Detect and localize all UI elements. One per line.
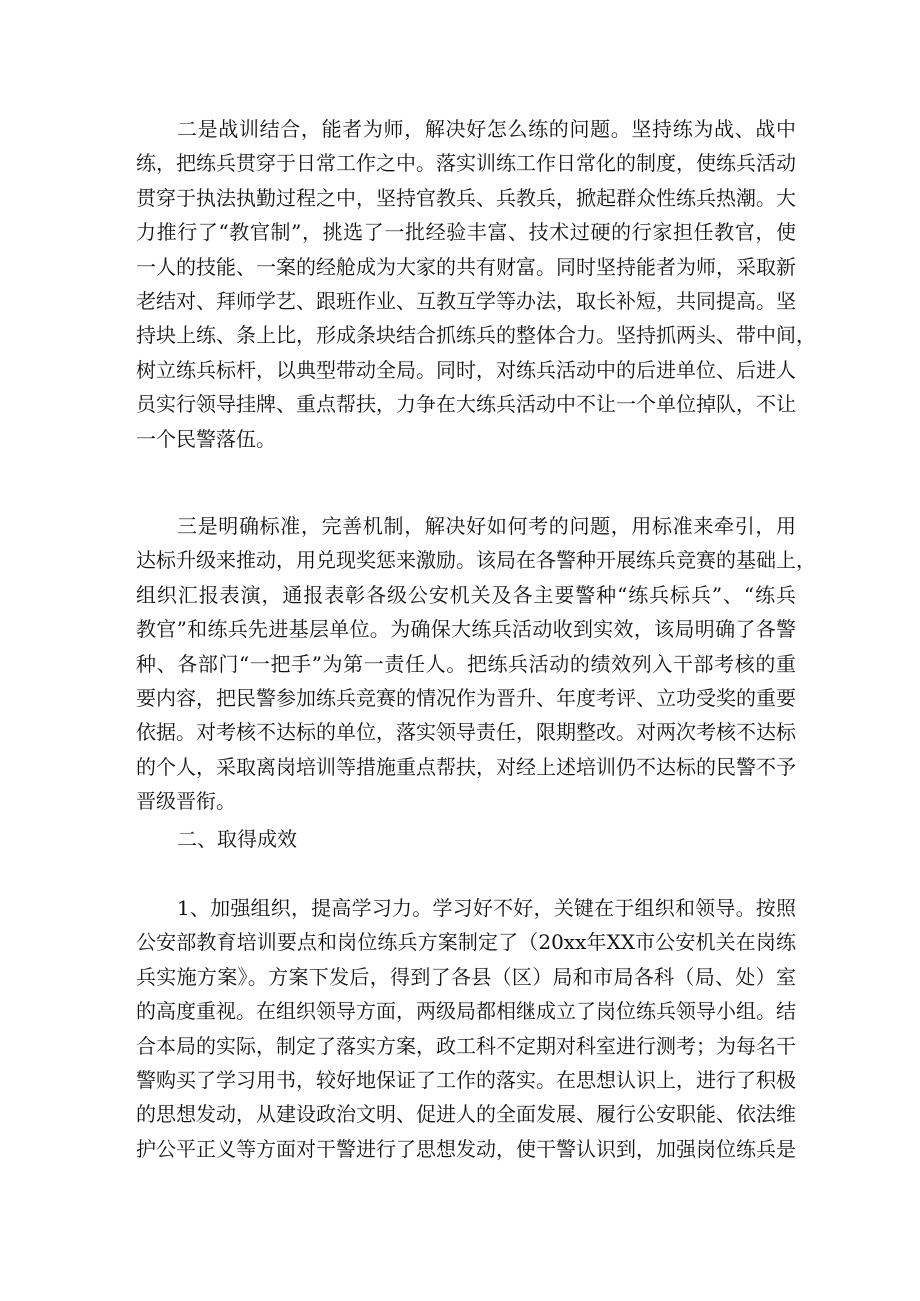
paragraph-line: 贯穿于执法执勤过程之中，坚持官教兵、兵教兵，掀起群众性练兵热潮。大 [136,185,796,210]
paragraph-line: 1、加强组织，提高学习力。学习好不好，关键在于组织和领导。按照 [177,896,796,920]
paragraph-line: 合本局的实际，制定了落实方案，政工科不定期对科室进行测考；为每名干 [136,1033,796,1058]
paragraph-line: 达标升级来推动，用兑现奖惩来激励。该局在各警种开展练兵竞赛的基础上， [136,548,816,573]
paragraph-line: 树立练兵标杆，以典型带动全局。同时，对练兵活动中的后进单位、后进人 [136,357,796,382]
paragraph-line: 的思想发动，从建设政治文明、促进人的全面发展、履行公安职能、依法维 [136,1102,796,1127]
paragraph-line: 三是明确标准，完善机制，解决好如何考的问题，用标准来牵引，用 [177,514,796,538]
paragraph-line: 警购买了学习用书，较好地保证了工作的落实。在思想认识上，进行了积极 [136,1067,796,1092]
paragraph-line: 教官”和练兵先进基层单位。为确保大练兵活动收到实效，该局明确了各警 [136,617,796,642]
paragraph-line: 的个人，采取离岗培训等措施重点帮扶，对经上述培训仍不达标的民警不予 [136,754,796,779]
paragraph-line: 持块上练、条上比，形成条块结合抓练兵的整体合力。坚持抓两头、带中间， [136,323,816,348]
paragraph-line: 要内容，把民警参加练兵竞赛的情况作为晋升、年度考评、立功受奖的重要 [136,685,796,710]
paragraph-line: 的高度重视。在组织领导方面，两级局都相继成立了岗位练兵领导小组。结 [136,999,796,1024]
paragraph-clear-standards [136,509,816,819]
paragraph-line: 一人的技能、一案的经舱成为大家的共有财富。同时坚持能者为师，采取新 [136,254,796,279]
paragraph-training-combined [136,112,816,456]
paragraph-line: 晋级晋衔。 [136,789,236,814]
paragraph-line: 依据。对考核不达标的单位，落实领导责任，限期整改。对两次考核不达标 [136,720,796,745]
paragraph-line: 力推行了“教官制”，挑选了一批经验丰富、技术过硬的行家担任教官，使 [136,220,796,245]
paragraph-line: 员实行领导挂牌、重点帮扶，力争在大练兵活动中不让一个单位掉队，不让 [136,392,796,417]
paragraph-strengthen-organization [136,891,796,1166]
paragraph-line: 组织汇报表演，通报表彰各级公安机关及各主要警种“练兵标兵”、“练兵 [136,582,796,607]
paragraph-line: 二是战训结合，能者为师，解决好怎么练的问题。坚持练为战、战中 [177,117,796,141]
paragraph-line: 种、各部门“一把手”为第一责任人。把练兵活动的绩效列入干部考核的重 [136,651,796,676]
section-heading [136,822,796,856]
paragraph-line: 练，把练兵贯穿于日常工作之中。落实训练工作日常化的制度，使练兵活动 [136,151,796,176]
paragraph-line: 公安部教育培训要点和岗位练兵方案制定了（20xx年XX市公安机关在岗练 [136,930,796,955]
paragraph-line: 老结对、拜师学艺、跟班作业、互教互学等办法，取长补短，共同提高。坚 [136,288,796,313]
section-heading-text: 二、取得成效 [177,827,297,851]
paragraph-line: 兵实施方案》。方案下发后，得到了各县（区）局和市局各科（局、处）室 [136,964,796,989]
paragraph-line: 一个民警落伍。 [136,426,276,451]
paragraph-line: 护公平正义等方面对干警进行了思想发动，使干警认识到，加强岗位练兵是 [136,1136,796,1161]
